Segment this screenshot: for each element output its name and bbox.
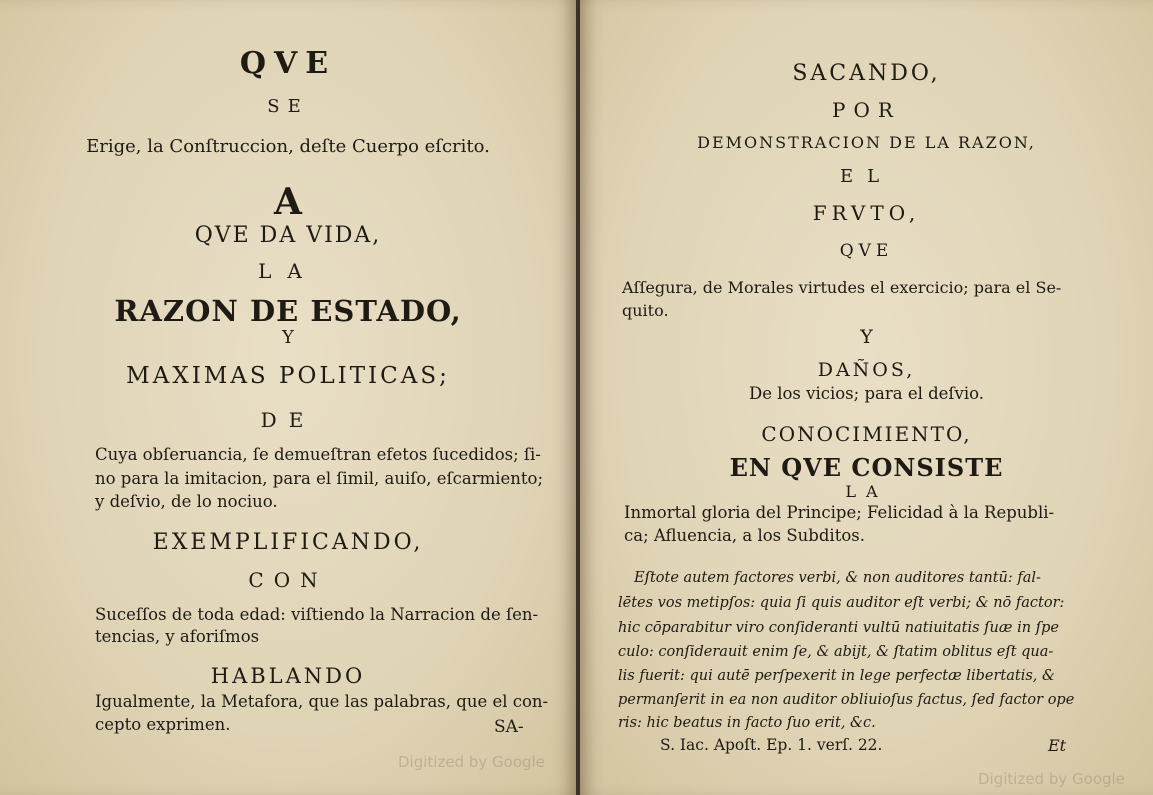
heading-la: LA	[845, 482, 888, 501]
watermark: Digitized by Google	[978, 770, 1125, 788]
text-line: Inmortal gloria del Principe; Felicidad à la Republi-	[624, 503, 1055, 522]
text-line: y deſvio, de lo nociuo.	[95, 492, 278, 511]
heading-de: DE	[260, 408, 316, 432]
text-line: Suceſſos de toda edad: viſtiendo la Narracion de ſen-	[95, 605, 539, 624]
text-line: Igualmente, la Metafora, que las palabras, que el con-	[95, 692, 549, 711]
quote-line: culo: conſiderauit enim ſe, & abijt, & ſtatim oblitus eſt qua-	[618, 644, 1054, 660]
heading-que: QVE	[839, 241, 894, 261]
heading-maximas-politicas: MAXIMAS POLITICAS;	[126, 363, 450, 389]
heading-se: SE	[267, 96, 309, 117]
heading-hablando: HABLANDO	[210, 664, 366, 688]
text-line: tencias, y aforiſmos	[95, 627, 260, 646]
heading-que: QVE	[239, 46, 337, 81]
heading-a: A	[274, 181, 302, 223]
text-line: Aſſegura, de Morales virtudes el exercicio; para el Se-	[622, 278, 1062, 297]
heading-conocimiento: CONOCIMIENTO,	[761, 422, 972, 446]
quote-line: Eſtote autem factores verbi, & non auditores tantū: fal-	[634, 570, 1041, 586]
text-line: cepto exprimen.	[95, 715, 231, 734]
heading-que-da-vida: QVE DA VIDA,	[194, 223, 382, 248]
catchword: Et	[1048, 736, 1067, 755]
heading-razon-de-estado: RAZON DE ESTADO,	[114, 294, 462, 328]
scripture-reference: S. Iac. Apoſt. Ep. 1. verſ. 22.	[660, 736, 883, 754]
text-line: ca; Afluencia, a los Subditos.	[624, 526, 865, 545]
heading-la: LA	[258, 259, 318, 283]
heading-el: EL	[839, 166, 894, 187]
quote-line: lētes vos metipſos: quia ſi quis auditor eſt verbi; & nō factor:	[618, 595, 1065, 611]
catchword: SA-	[494, 717, 524, 737]
left-page	[0, 0, 576, 795]
heading-y: Y	[282, 327, 294, 348]
heading-danos: DAÑOS,	[817, 359, 916, 381]
quote-line: lis fuerit: qui autē perſpexerit in lege perfectæ libertatis, &	[618, 668, 1055, 684]
text-line: De los vicios; para el deſvio.	[748, 384, 985, 403]
heading-demonstracion: DEMONSTRACION DE LA RAZON,	[697, 133, 1036, 152]
quote-line: permanſerit in ea non auditor obliuioſus factus, ſed factor ope	[618, 692, 1075, 708]
heading-y: Y	[860, 326, 873, 348]
text-line: Erige, la Conſtruccion, deſte Cuerpo eſcrito.	[86, 136, 490, 157]
text-line: Cuya obſeruancia, ſe demueſtran efetos ſucedidos; ſi-	[95, 445, 541, 464]
quote-line: hic cōparabitur viro conſideranti vultū natiuitatis ſuæ in ſpe	[618, 620, 1059, 636]
text-line: no para la imitacion, para el ſimil, auiſo, eſcarmiento;	[95, 469, 544, 488]
right-page	[580, 0, 1153, 795]
heading-fruto: FRVTO,	[812, 201, 921, 225]
heading-con: CON	[248, 568, 328, 592]
heading-por: POR	[832, 98, 901, 122]
heading-exemplificando: EXEMPLIFICANDO,	[152, 530, 424, 555]
text-line: quito.	[622, 301, 669, 320]
quote-line: ris: hic beatus in facto ſuo erit, &c.	[618, 715, 876, 731]
heading-en-que-consiste: EN QVE CONSISTE	[729, 453, 1004, 482]
watermark: Digitized by Google	[398, 753, 545, 771]
heading-sacando: SACANDO,	[792, 61, 941, 86]
